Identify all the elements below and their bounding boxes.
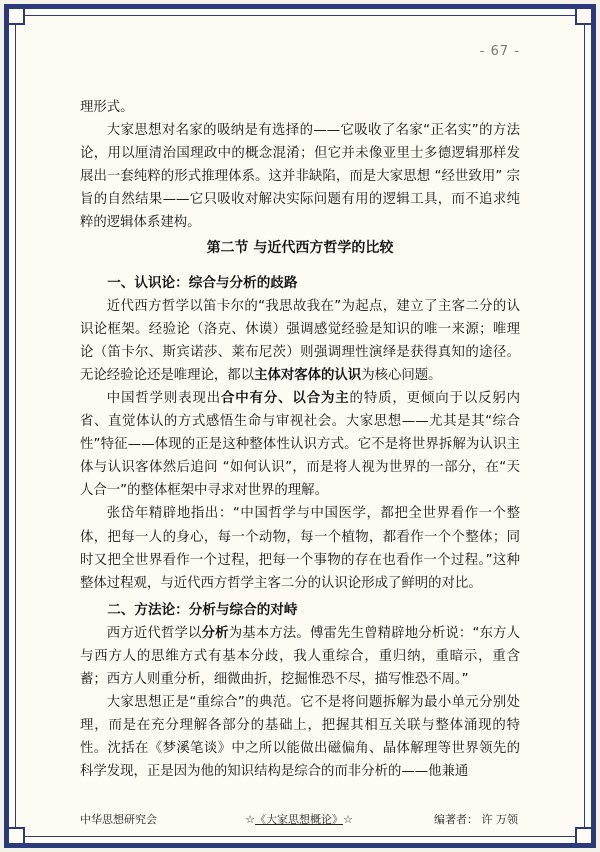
corner-ornament <box>7 827 25 845</box>
star-icon: ☆ <box>245 813 255 826</box>
paragraph: 大家思想对名家的吸纳是有选择的——它吸收了名家“正名实”的方法论，用以厘清治国理政中的概念混淆；但它并未像亚里士多德逻辑那样发展出一套纯粹的形式推理体系。这并非缺陷，而是大家思想 “经世致用” 宗旨的自然结果——它只吸收对解决实际问题有用的逻辑工具，而不追求纯粹的逻辑体系建构。 <box>80 123 520 231</box>
paragraph: 大家思想正是“重综合”的典范。它不是将问题拆解为最小单元分别处理，而是在充分理解各部分的基础上，把握其相互关联与整体涌现的特性。沈括在《梦溪笔谈》中之所以能做出磁偏角、晶体解理等世界领先的科学发现，正是因为他的知识结构是综合的而非分析的——他兼通 <box>80 695 520 780</box>
subsection-heading: 二、方法论：分析与综合的对峙 <box>107 601 298 618</box>
bold-text: 主体对客体的认识 <box>254 367 362 383</box>
text-run: 近代西方哲学以笛卡尔的“我思故我在”为起点，建立了主客二分的认识论框架。经验论（洛克、休谟）强调感觉经验是知识的唯一来源；唯理论（笛卡尔、斯宾诺莎、莱布尼茨）则强调理性演绎是获得真知的途径。无论经验论还是唯理论，都以 <box>80 298 520 383</box>
bold-text: 合中有分、以合为主 <box>221 390 350 406</box>
text-run: 西方近代哲学以 <box>106 625 202 641</box>
paragraph <box>80 622 520 691</box>
paragraph <box>80 387 520 502</box>
text-run: 的特质，更倾向于以反躬内省、直觉体认的方式感悟生命与审视社会。大家思想——尤其是其“综合性”特征——体现的正是这种整体性认识方式。它不是将世界拆解为认识主体与认识客体然后追问 “如何认识”，而是将人视为世界的一部分，在“天人合一”的整体框架中寻求对世界的理解。 <box>80 390 521 499</box>
document-body <box>80 96 520 783</box>
star-icon: ☆ <box>343 813 353 826</box>
corner-ornament <box>575 827 593 845</box>
subsection-heading: 一、认识论：综合与分析的歧路 <box>107 274 298 291</box>
page-number: - 67 - <box>479 44 520 59</box>
text-run: 中国哲学则表现出 <box>106 390 222 406</box>
paragraph: 理形式。 <box>80 100 134 115</box>
bold-text: 分析 <box>201 625 229 641</box>
paragraph: 张岱年精辟地指出：“中国哲学与中国医学，都把全世界看作一个整体，把每一人的身心，每一个动物，每一个植物，都看作一个个整体；同时又把全世界看作一个过程，把每一个事物的存在也看作一个过程。”这种整体过程观，与近代西方哲学主客二分的认识论形成了鲜明的对比。 <box>80 506 520 591</box>
text-run: 为基本方法。傅雷先生曾精辟地分析说：“东方人与西方人的思维方式有基本分歧，我人重综合，重归纳，重暗示，重含蓄；西方人则重分析，细微曲折，挖掘惟恐不尽，描写惟恐不周。” <box>80 625 521 687</box>
footer-organization: 中华思想研究会 <box>80 813 157 826</box>
book-title-link[interactable]: 《大家思想概论》 <box>255 813 343 826</box>
footer-author: 编著者： 许 万领 <box>434 813 518 826</box>
corner-ornament <box>7 7 25 25</box>
text-run: 为核心问题。 <box>361 367 442 383</box>
corner-ornament <box>575 7 593 25</box>
paragraph <box>80 295 520 387</box>
section-title: 第二节 与近代西方哲学的比较 <box>206 239 394 256</box>
